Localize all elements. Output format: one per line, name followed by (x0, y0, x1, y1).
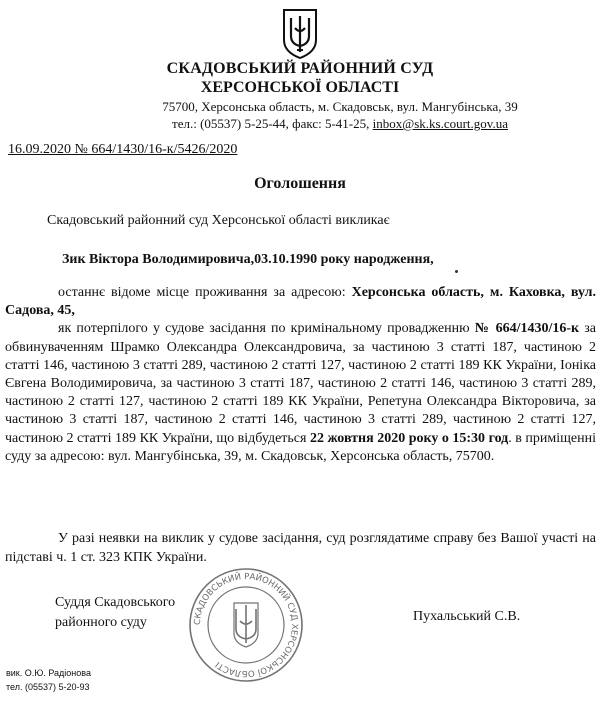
court-region: ХЕРСОНСЬКОЇ ОБЛАСТІ (200, 79, 400, 96)
document-title: Оголошення (254, 175, 346, 192)
judge-title-line2: районного суду (55, 615, 147, 630)
charges-text: за обвинуваченням Шрамко Олександра Олександровича, за частиною 3 статті 187, частиною 2 статті 146, частиною 3 статті 289, частиною 2 статті 127, частиною 2 статті 189 КК України, Іоніка Євгена Володимировича, за частиною 3 статті 187, частиною 2 статті 146, частиною 3 статті 289, частиною 2 статті 127, частиною 2 статті 189 КК України, Репетуна Олександра Вікторовича, за частиною 3 статті 187, частиною 2 статті 146, частиною 3 статті 289, частиною 2 статті 127, частиною 2 статті 189 КК України, що відбудеться (5, 321, 597, 446)
registration-number: 16.09.2020 № 664/1430/16-к/5426/2020 (8, 142, 238, 157)
intro-paragraph: Скадовський районний суд Херсонської області викликає (47, 213, 390, 228)
hearing-datetime: 22 жовтня 2020 року о 15:30 год (309, 430, 509, 446)
court-seal-stamp-icon (186, 565, 306, 685)
court-phone-fax: тел.: (05537) 5-25-44, факс: 5-41-25, (172, 116, 373, 131)
role-text: як потерпілого у судове засідання по кримінальному провадженню (58, 321, 475, 337)
residence-prefix: останнє відоме місце проживання за адресою: (58, 285, 352, 300)
executor-name: вик. О.Ю. Радіонова (6, 668, 91, 678)
case-paragraph (5, 320, 596, 466)
summoned-person: Зик Віктора Володимировича,03.10.1990 року народження, (62, 252, 434, 267)
case-number: № 664/1430/16-к (474, 321, 580, 337)
judge-title-line1: Суддя Скадовського (55, 595, 176, 610)
court-name: СКАДОВСЬКИЙ РАЙОННИЙ СУД (166, 60, 434, 77)
stamp-text: СКАДОВСЬКИЙ РАЙОННИЙ СУД ХЕРСОНСЬКОЇ ОБЛАСТІ (192, 571, 300, 679)
court-contacts (120, 116, 560, 132)
trident-coat-of-arms-icon (280, 6, 320, 60)
summons-body (5, 284, 596, 466)
residence-address: Херсонська область, м. Каховка, вул. Садова, 45, (5, 285, 596, 319)
warning-text: У разі неявки на виклик у судове засідання, суд розглядатиме справу без Вашої участі на підставі ч. 1 ст. 323 КПК України. (5, 531, 596, 565)
hearing-place: . в приміщенні суду за адресою: вул. Мангубінська, 39, м. Скадовськ, Херсонська область, 75700. (5, 430, 597, 464)
residence-paragraph (5, 284, 596, 320)
warning-paragraph (5, 530, 596, 567)
court-email-link[interactable]: inbox@sk.ks.court.gov.ua (372, 116, 508, 131)
executor-phone: тел. (05537) 5-20-93 (6, 682, 90, 692)
court-address: 75700, Херсонська область, м. Скадовськ, вул. Мангубінська, 39 (162, 99, 518, 114)
judge-name: Пухальський С.В. (413, 609, 521, 624)
ink-dot (455, 270, 458, 273)
